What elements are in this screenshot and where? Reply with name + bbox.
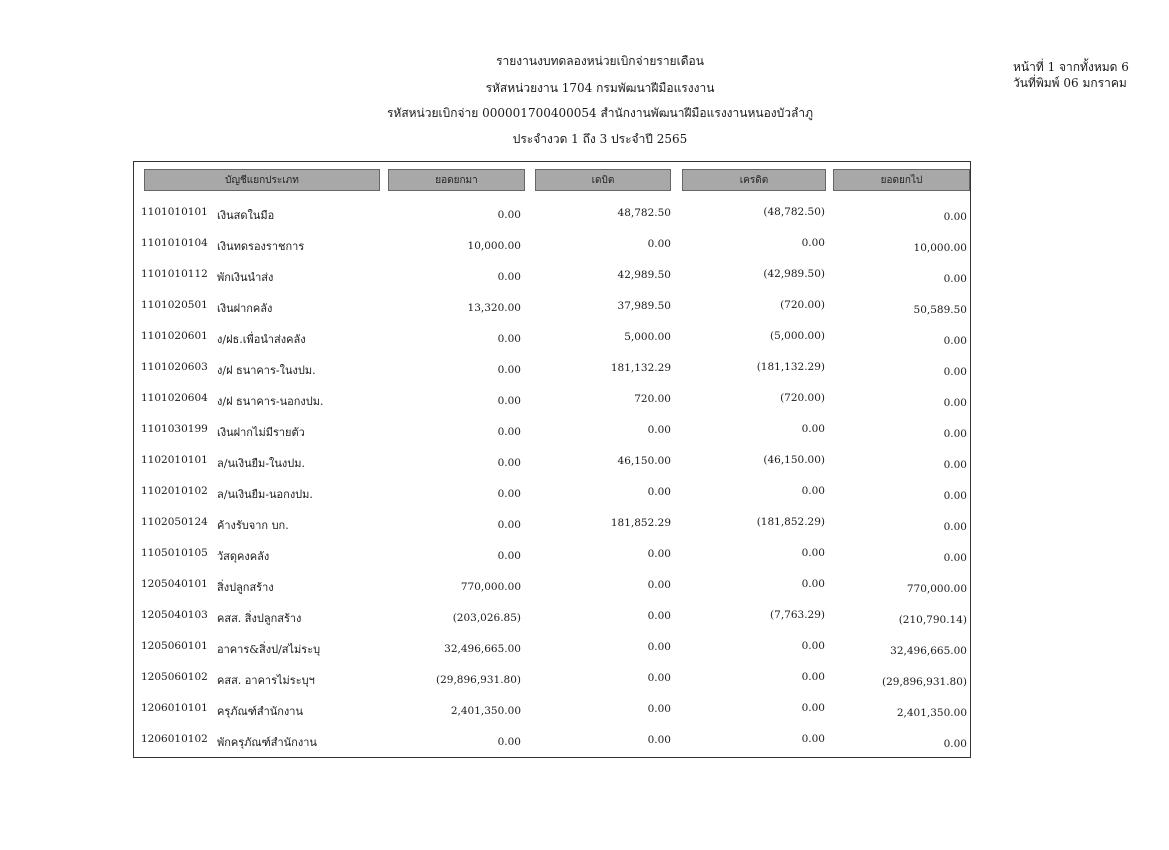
column-header-brought-forward: ยอดยกมา bbox=[388, 169, 525, 191]
credit-value: 0.00 bbox=[801, 671, 825, 683]
account-code: 1205040103 bbox=[141, 609, 208, 621]
table-row bbox=[134, 423, 970, 443]
brought-forward-value: (203,026.85) bbox=[452, 612, 521, 624]
brought-forward-value: 13,320.00 bbox=[467, 302, 521, 314]
account-name: เงินทดรองราชการ bbox=[217, 240, 305, 253]
account-code: 1102050124 bbox=[141, 516, 208, 528]
account-name: ล/นเงินยืม-ในงปม. bbox=[217, 457, 306, 470]
debit-value: 0.00 bbox=[647, 610, 671, 622]
brought-forward-value: (29,896,931.80) bbox=[435, 674, 521, 686]
credit-value: (46,150.00) bbox=[763, 454, 825, 466]
account-name: ครุภัณฑ์สำนักงาน bbox=[217, 705, 303, 718]
carried-forward-value: 0.00 bbox=[943, 335, 967, 347]
credit-value: (5,000.00) bbox=[770, 330, 825, 342]
account-name: พักครุภัณฑ์สำนักงาน bbox=[217, 736, 317, 749]
credit-value: 0.00 bbox=[801, 423, 825, 435]
credit-value: (181,132.29) bbox=[756, 361, 825, 373]
page-info: หน้าที่ 1 จากทั้งหมด 6 bbox=[1013, 60, 1129, 74]
brought-forward-value: 770,000.00 bbox=[460, 581, 521, 593]
debit-value: 42,989.50 bbox=[617, 269, 671, 281]
account-name: เงินฝากไม่มีรายตัว bbox=[217, 426, 305, 439]
carried-forward-value: 2,401,350.00 bbox=[896, 707, 967, 719]
carried-forward-value: 32,496,665.00 bbox=[890, 645, 967, 657]
account-name: อาคาร&สิ่งป/สไม่ระบุ bbox=[217, 643, 321, 656]
account-code: 1101020501 bbox=[141, 299, 208, 311]
carried-forward-value: 0.00 bbox=[943, 552, 967, 564]
credit-value: (181,852.29) bbox=[756, 516, 825, 528]
account-code: 1102010102 bbox=[141, 485, 208, 497]
table-row bbox=[134, 361, 970, 381]
brought-forward-value: 0.00 bbox=[497, 550, 521, 562]
trial-balance-table bbox=[133, 161, 971, 758]
carried-forward-value: 0.00 bbox=[943, 428, 967, 440]
brought-forward-value: 0.00 bbox=[497, 457, 521, 469]
brought-forward-value: 32,496,665.00 bbox=[444, 643, 521, 655]
account-name: ง/ฝ ธนาคาร-นอกงปม. bbox=[217, 395, 324, 408]
credit-value: (7,763.29) bbox=[770, 609, 825, 621]
brought-forward-value: 0.00 bbox=[497, 333, 521, 345]
account-code: 1101010104 bbox=[141, 237, 208, 249]
carried-forward-value: 0.00 bbox=[943, 459, 967, 471]
table-row bbox=[134, 392, 970, 412]
credit-value: 0.00 bbox=[801, 578, 825, 590]
print-date: วันที่พิมพ์ 06 มกราคม bbox=[1013, 76, 1127, 90]
table-row bbox=[134, 454, 970, 474]
table-row bbox=[134, 237, 970, 257]
debit-value: 48,782.50 bbox=[617, 207, 671, 219]
account-code: 1206010101 bbox=[141, 702, 208, 714]
carried-forward-value: (29,896,931.80) bbox=[881, 676, 967, 688]
table-row bbox=[134, 578, 970, 598]
brought-forward-value: 0.00 bbox=[497, 519, 521, 531]
carried-forward-value: 50,589.50 bbox=[913, 304, 967, 316]
table-row bbox=[134, 516, 970, 536]
carried-forward-value: (210,790.14) bbox=[898, 614, 967, 626]
account-name: คสส. อาคารไม่ระบุฯ bbox=[217, 674, 315, 687]
account-name: สิ่งปลูกสร้าง bbox=[217, 581, 274, 594]
account-code: 1205060102 bbox=[141, 671, 208, 683]
account-code: 1206010102 bbox=[141, 733, 208, 745]
credit-value: (720.00) bbox=[780, 392, 825, 404]
agency-code-line: รหัสหน่วยงาน 1704 กรมพัฒนาฝีมือแรงงาน bbox=[485, 81, 715, 95]
brought-forward-value: 0.00 bbox=[497, 426, 521, 438]
table-row bbox=[134, 671, 970, 691]
debit-value: 0.00 bbox=[647, 703, 671, 715]
account-code: 1101010112 bbox=[141, 268, 208, 280]
account-name: เงินสดในมือ bbox=[217, 209, 275, 222]
brought-forward-value: 0.00 bbox=[497, 736, 521, 748]
account-name: พักเงินนำส่ง bbox=[217, 271, 274, 284]
table-row bbox=[134, 485, 970, 505]
credit-value: (48,782.50) bbox=[763, 206, 825, 218]
debit-value: 5,000.00 bbox=[624, 331, 671, 343]
debit-value: 0.00 bbox=[647, 548, 671, 560]
report-title: รายงานงบทดลองหน่วยเบิกจ่ายรายเดือน bbox=[496, 54, 704, 68]
brought-forward-value: 0.00 bbox=[497, 364, 521, 376]
table-row bbox=[134, 330, 970, 350]
account-name: ค้างรับจาก บก. bbox=[217, 519, 289, 532]
brought-forward-value: 0.00 bbox=[497, 488, 521, 500]
column-header-account: บัญชีแยกประเภท bbox=[144, 169, 380, 191]
column-header-carried-forward: ยอดยกไป bbox=[833, 169, 970, 191]
account-code: 1205060101 bbox=[141, 640, 208, 652]
account-code: 1102010101 bbox=[141, 454, 208, 466]
account-code: 1101010101 bbox=[141, 206, 208, 218]
account-code: 1205040101 bbox=[141, 578, 208, 590]
column-header-debit: เดบิต bbox=[535, 169, 671, 191]
debit-value: 181,852.29 bbox=[610, 517, 671, 529]
table-row bbox=[134, 299, 970, 319]
table-row bbox=[134, 268, 970, 288]
carried-forward-value: 0.00 bbox=[943, 397, 967, 409]
table-row bbox=[134, 733, 970, 753]
credit-value: 0.00 bbox=[801, 485, 825, 497]
credit-value: 0.00 bbox=[801, 702, 825, 714]
debit-value: 46,150.00 bbox=[617, 455, 671, 467]
period-line: ประจำงวด 1 ถึง 3 ประจำปี 2565 bbox=[512, 132, 688, 146]
account-code: 1101020601 bbox=[141, 330, 208, 342]
debit-value: 181,132.29 bbox=[610, 362, 671, 374]
account-code: 1101020604 bbox=[141, 392, 208, 404]
credit-value: (720.00) bbox=[780, 299, 825, 311]
credit-value: 0.00 bbox=[801, 640, 825, 652]
account-code: 1105010105 bbox=[141, 547, 208, 559]
account-code: 1101020603 bbox=[141, 361, 208, 373]
account-name: ง/ฝธ.เพื่อนำส่งคลัง bbox=[217, 333, 306, 346]
debit-value: 0.00 bbox=[647, 579, 671, 591]
carried-forward-value: 0.00 bbox=[943, 273, 967, 285]
carried-forward-value: 0.00 bbox=[943, 490, 967, 502]
brought-forward-value: 0.00 bbox=[497, 395, 521, 407]
account-name: เงินฝากคลัง bbox=[217, 302, 273, 315]
debit-value: 0.00 bbox=[647, 424, 671, 436]
disbursement-unit-line: รหัสหน่วยเบิกจ่าย 000001700400054 สำนักงานพัฒนาฝีมือแรงงานหนองบัวลำภู bbox=[386, 106, 814, 120]
column-header-credit: เครดิต bbox=[682, 169, 826, 191]
brought-forward-value: 2,401,350.00 bbox=[450, 705, 521, 717]
debit-value: 720.00 bbox=[634, 393, 671, 405]
carried-forward-value: 0.00 bbox=[943, 366, 967, 378]
carried-forward-value: 0.00 bbox=[943, 738, 967, 750]
debit-value: 0.00 bbox=[647, 486, 671, 498]
account-name: ล/นเงินยืม-นอกงปม. bbox=[217, 488, 313, 501]
table-row bbox=[134, 640, 970, 660]
debit-value: 37,989.50 bbox=[617, 300, 671, 312]
table-row bbox=[134, 206, 970, 226]
account-name: วัสดุคงคลัง bbox=[217, 550, 270, 563]
table-row bbox=[134, 547, 970, 567]
debit-value: 0.00 bbox=[647, 238, 671, 250]
account-code: 1101030199 bbox=[141, 423, 208, 435]
table-row bbox=[134, 702, 970, 722]
account-name: คสส. สิ่งปลูกสร้าง bbox=[217, 612, 302, 625]
credit-value: 0.00 bbox=[801, 547, 825, 559]
carried-forward-value: 0.00 bbox=[943, 211, 967, 223]
debit-value: 0.00 bbox=[647, 672, 671, 684]
credit-value: 0.00 bbox=[801, 237, 825, 249]
carried-forward-value: 10,000.00 bbox=[913, 242, 967, 254]
brought-forward-value: 0.00 bbox=[497, 271, 521, 283]
debit-value: 0.00 bbox=[647, 734, 671, 746]
account-name: ง/ฝ ธนาคาร-ในงปม. bbox=[217, 364, 316, 377]
credit-value: (42,989.50) bbox=[763, 268, 825, 280]
brought-forward-value: 0.00 bbox=[497, 209, 521, 221]
carried-forward-value: 770,000.00 bbox=[906, 583, 967, 595]
carried-forward-value: 0.00 bbox=[943, 521, 967, 533]
debit-value: 0.00 bbox=[647, 641, 671, 653]
brought-forward-value: 10,000.00 bbox=[467, 240, 521, 252]
credit-value: 0.00 bbox=[801, 733, 825, 745]
table-row bbox=[134, 609, 970, 629]
